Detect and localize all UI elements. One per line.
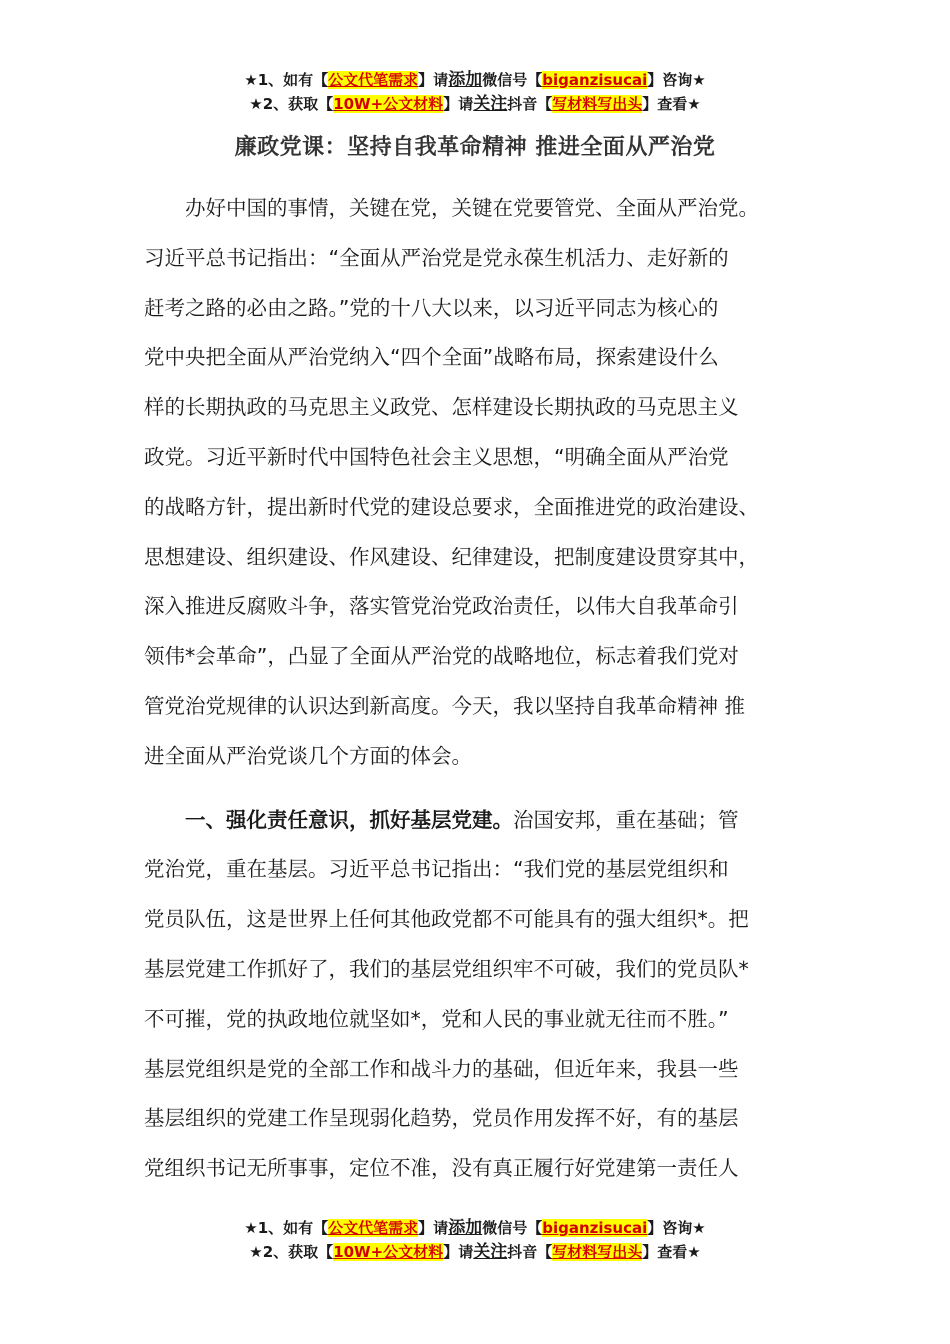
banner-text: 】查看★ xyxy=(642,95,701,113)
banner-text: 】请 xyxy=(443,95,474,113)
text-line: 的战略方针，提出新时代党的建设总要求，全面推进党的政治建设、 xyxy=(144,494,759,519)
banner-emphasis: 添加 xyxy=(448,70,483,90)
text-line: 办好中国的事情，关键在党，关键在党要管党、全面从严治党。 xyxy=(185,196,759,220)
text-line: 进全面从严治党谈几个方面的体会。 xyxy=(144,743,472,768)
banner-text: ★1、如有【 xyxy=(244,1219,329,1237)
section-heading: 一、强化责任意识，抓好基层党建。 xyxy=(185,807,513,832)
text-line: 党中央把全面从严治党纳入“四个全面”战略布局，探索建设什么 xyxy=(144,345,719,370)
banner-emphasis: 关注 xyxy=(473,1242,508,1262)
text-line: 党组织书记无所事事，定位不准，没有真正履行好党建第一责任人 xyxy=(144,1156,739,1181)
document-title: 廉政党课：坚持自我革命精神 推进全面从严治党 xyxy=(234,135,716,160)
banner-text: 抖音【 xyxy=(507,1243,553,1261)
text-line: 基层组织的党建工作呈现弱化趋势，党员作用发挥不好，有的基层 xyxy=(144,1106,739,1131)
banner-line-2 xyxy=(0,92,950,116)
paragraph-1 xyxy=(144,184,824,782)
banner-text: ★2、获取【 xyxy=(249,1243,334,1261)
banner-highlight: 10W+公文材料 xyxy=(333,1243,444,1261)
banner-text: ★2、获取【 xyxy=(249,95,334,113)
banner-text: 微信号【 xyxy=(482,71,543,89)
text-line: 基层党组织是党的全部工作和战斗力的基础，但近年来，我县一些 xyxy=(144,1056,739,1081)
banner-text: 】请 xyxy=(418,71,449,89)
text-line: 政党。习近平新时代中国特色社会主义思想，“明确全面从严治党 xyxy=(144,444,729,469)
banner-line-1 xyxy=(0,1216,950,1240)
text-line: 领伟*会革命”，凸显了全面从严治党的战略地位，标志着我们党对 xyxy=(144,644,739,669)
text-line: 党员队伍，这是世界上任何其他政党都不可能具有的强大组织*。把 xyxy=(144,907,749,932)
banner-text: 】查看★ xyxy=(642,1243,701,1261)
text-line: 赶考之路的必由之路。”党的十八大以来，以习近平同志为核心的 xyxy=(144,295,719,320)
text-line: 样的长期执政的马克思主义政党、怎样建设长期执政的马克思主义 xyxy=(144,395,739,420)
banner-highlight: biganzisucai xyxy=(542,1219,648,1237)
text-line: 基层党建工作抓好了，我们的基层党组织牢不可破，我们的党员队* xyxy=(144,956,749,981)
banner-text: 】咨询★ xyxy=(647,71,706,89)
banner-line-2 xyxy=(0,1240,950,1264)
banner-text: ★1、如有【 xyxy=(244,71,329,89)
document-body xyxy=(144,184,824,1194)
text-line: 深入推进反腐败斗争，落实管党治党政治责任，以伟大自我革命引 xyxy=(144,594,739,619)
banner-text: 】请 xyxy=(443,1243,474,1261)
text-line: 不可摧，党的执政地位就坚如*，党和人民的事业就无往而不胜。” xyxy=(144,1006,729,1031)
text-line: 管党治党规律的认识达到新高度。今天，我以坚持自我革命精神 推 xyxy=(144,693,746,718)
banner-highlight: 公文代笔需求 xyxy=(328,1219,419,1237)
banner-emphasis: 添加 xyxy=(448,1218,483,1238)
banner-highlight: 10W+公文材料 xyxy=(333,95,444,113)
banner-text: 微信号【 xyxy=(482,1219,543,1237)
banner-highlight: 写材料写出头 xyxy=(552,95,643,113)
text-line: 习近平总书记指出：“全面从严治党是党永葆生机活力、走好新的 xyxy=(144,245,729,270)
banner-text: 】咨询★ xyxy=(647,1219,706,1237)
text-line: 党治党，重在基层。习近平总书记指出：“我们党的基层党组织和 xyxy=(144,857,729,882)
banner-text: 】请 xyxy=(418,1219,449,1237)
banner-line-1 xyxy=(0,68,950,92)
banner-highlight: 公文代笔需求 xyxy=(328,71,419,89)
text-line xyxy=(144,796,824,846)
banner-text: 抖音【 xyxy=(507,95,553,113)
header-banner xyxy=(0,68,950,116)
paragraph-2 xyxy=(144,796,824,1194)
banner-emphasis: 关注 xyxy=(473,94,508,114)
footer-banner xyxy=(0,1216,950,1264)
text-run: 治国安邦，重在基础；管 xyxy=(513,807,739,832)
banner-highlight: 写材料写出头 xyxy=(552,1243,643,1261)
banner-highlight: biganzisucai xyxy=(542,71,648,89)
text-line: 思想建设、组织建设、作风建设、纪律建设，把制度建设贯穿其中， xyxy=(144,544,759,569)
